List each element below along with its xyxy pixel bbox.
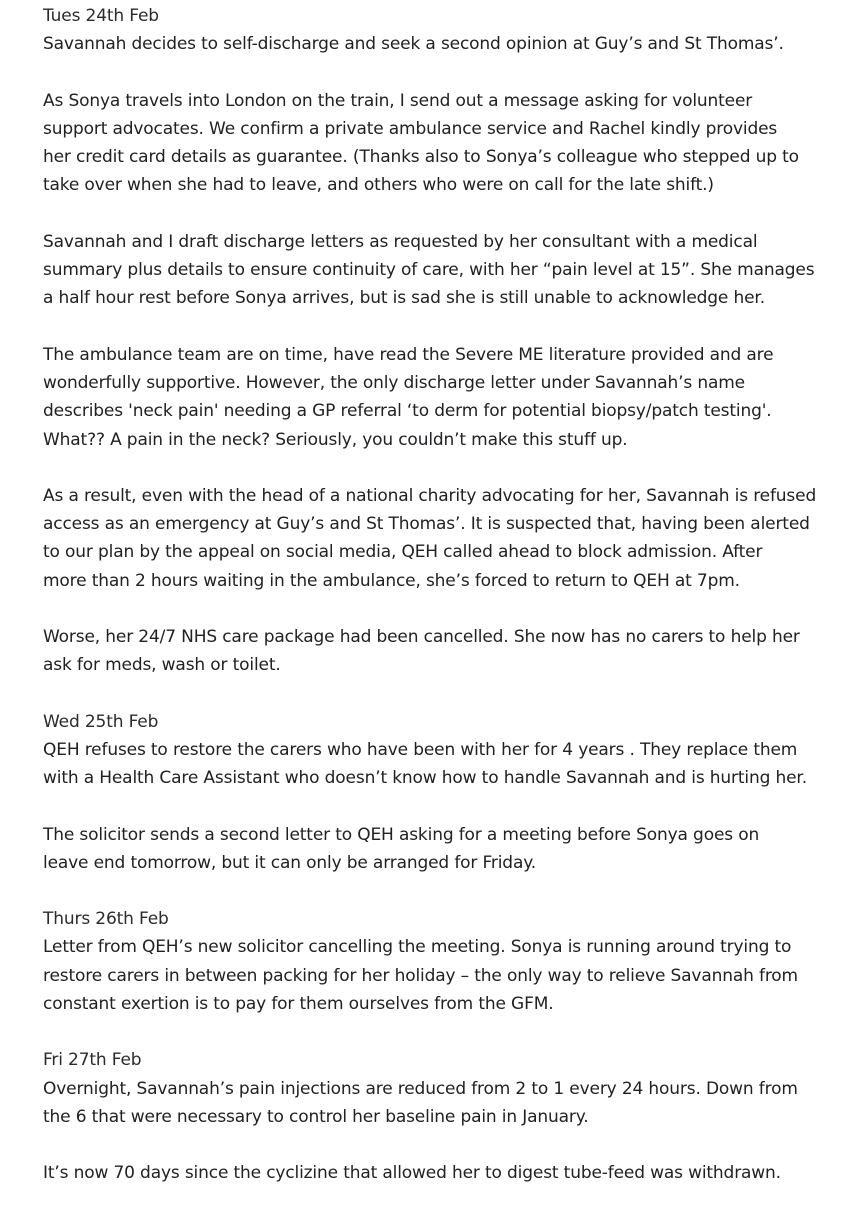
text-line: summary plus details to ensure continuity of care, with her “pain level at 15”. She manages <box>43 260 815 281</box>
paragraph-refused-access <box>43 482 863 595</box>
text-line: constant exertion is to pay for them ourselves from the GFM. <box>43 994 554 1015</box>
text-line: support advocates. We confirm a private ambulance service and Rachel kindly provides <box>43 118 778 139</box>
text-line: Savannah decides to self-discharge and seek a second opinion at Guy’s and St Thomas’. <box>43 34 784 55</box>
text-line: Letter from QEH’s new solicitor cancelling the meeting. Sonya is running around trying to <box>43 937 792 958</box>
document-body <box>43 2 863 1216</box>
paragraph-discharge-letters <box>43 228 863 313</box>
paragraph-care-package <box>43 623 863 680</box>
entry-thurs-26-feb <box>43 905 863 1018</box>
text-line: restore carers in between packing for her holiday – the only way to relieve Savannah from <box>43 965 798 986</box>
date-heading: Fri 27th Feb <box>43 1050 142 1071</box>
entry-tues-24-feb <box>43 2 863 59</box>
text-line: Savannah and I draft discharge letters as requested by her consultant with a medical <box>43 231 758 252</box>
text-line: with a Health Care Assistant who doesn’t know how to handle Savannah and is hurting her. <box>43 768 807 789</box>
text-line: leave end tomorrow, but it can only be arranged for Friday. <box>43 852 536 873</box>
text-line: to our plan by the appeal on social media, QEH called ahead to block admission. After <box>43 542 763 563</box>
text-line: her credit card details as guarantee. (Thanks also to Sonya’s colleague who stepped up to <box>43 147 799 168</box>
text-line: QEH refuses to restore the carers who have been with her for 4 years . They replace them <box>43 739 798 760</box>
text-line: more than 2 hours waiting in the ambulance, she’s forced to return to QEH at 7pm. <box>43 570 740 591</box>
text-line: describes 'neck pain' needing a GP referral ‘to derm for potential biopsy/patch testing'. <box>43 401 772 422</box>
text-line: the 6 that were necessary to control her baseline pain in January. <box>43 1106 589 1127</box>
paragraph-london-train <box>43 87 863 200</box>
text-line: wonderfully supportive. However, the only discharge letter under Savannah’s name <box>43 372 745 393</box>
text-line: access as an emergency at Guy’s and St Thomas’. It is suspected that, having been alerted <box>43 514 810 535</box>
text-line: The ambulance team are on time, have read the Severe ME literature provided and are <box>43 344 774 365</box>
text-line: As a result, even with the head of a national charity advocating for her, Savannah is refused <box>43 485 817 506</box>
text-line: a half hour rest before Sonya arrives, but is sad she is still unable to acknowledge her. <box>43 288 765 309</box>
date-heading: Tues 24th Feb <box>43 6 159 26</box>
text-line: As Sonya travels into London on the train, I send out a message asking for volunteer <box>43 90 753 111</box>
date-heading: Wed 25th Feb <box>43 711 159 732</box>
text-line: Worse, her 24/7 NHS care package had been cancelled. She now has no carers to help her <box>43 627 800 648</box>
paragraph-cyclizine <box>43 1159 863 1187</box>
text-line: It’s now 70 days since the cyclizine that allowed her to digest tube-feed was withdrawn. <box>43 1163 781 1184</box>
text-line: Overnight, Savannah’s pain injections are reduced from 2 to 1 every 24 hours. Down from <box>43 1078 798 1099</box>
text-line: take over when she had to leave, and others who were on call for the late shift.) <box>43 175 714 196</box>
paragraph-solicitor-letter <box>43 821 863 878</box>
entry-fri-27-feb <box>43 1046 863 1131</box>
date-heading: Thurs 26th Feb <box>43 909 169 930</box>
paragraph-ambulance-team <box>43 341 863 454</box>
text-line: The solicitor sends a second letter to QEH asking for a meeting before Sonya goes on <box>43 824 760 845</box>
text-line: ask for meds, wash or toilet. <box>43 655 281 676</box>
text-line: What?? A pain in the neck? Seriously, you couldn’t make this stuff up. <box>43 429 628 450</box>
entry-wed-25-feb <box>43 708 863 793</box>
